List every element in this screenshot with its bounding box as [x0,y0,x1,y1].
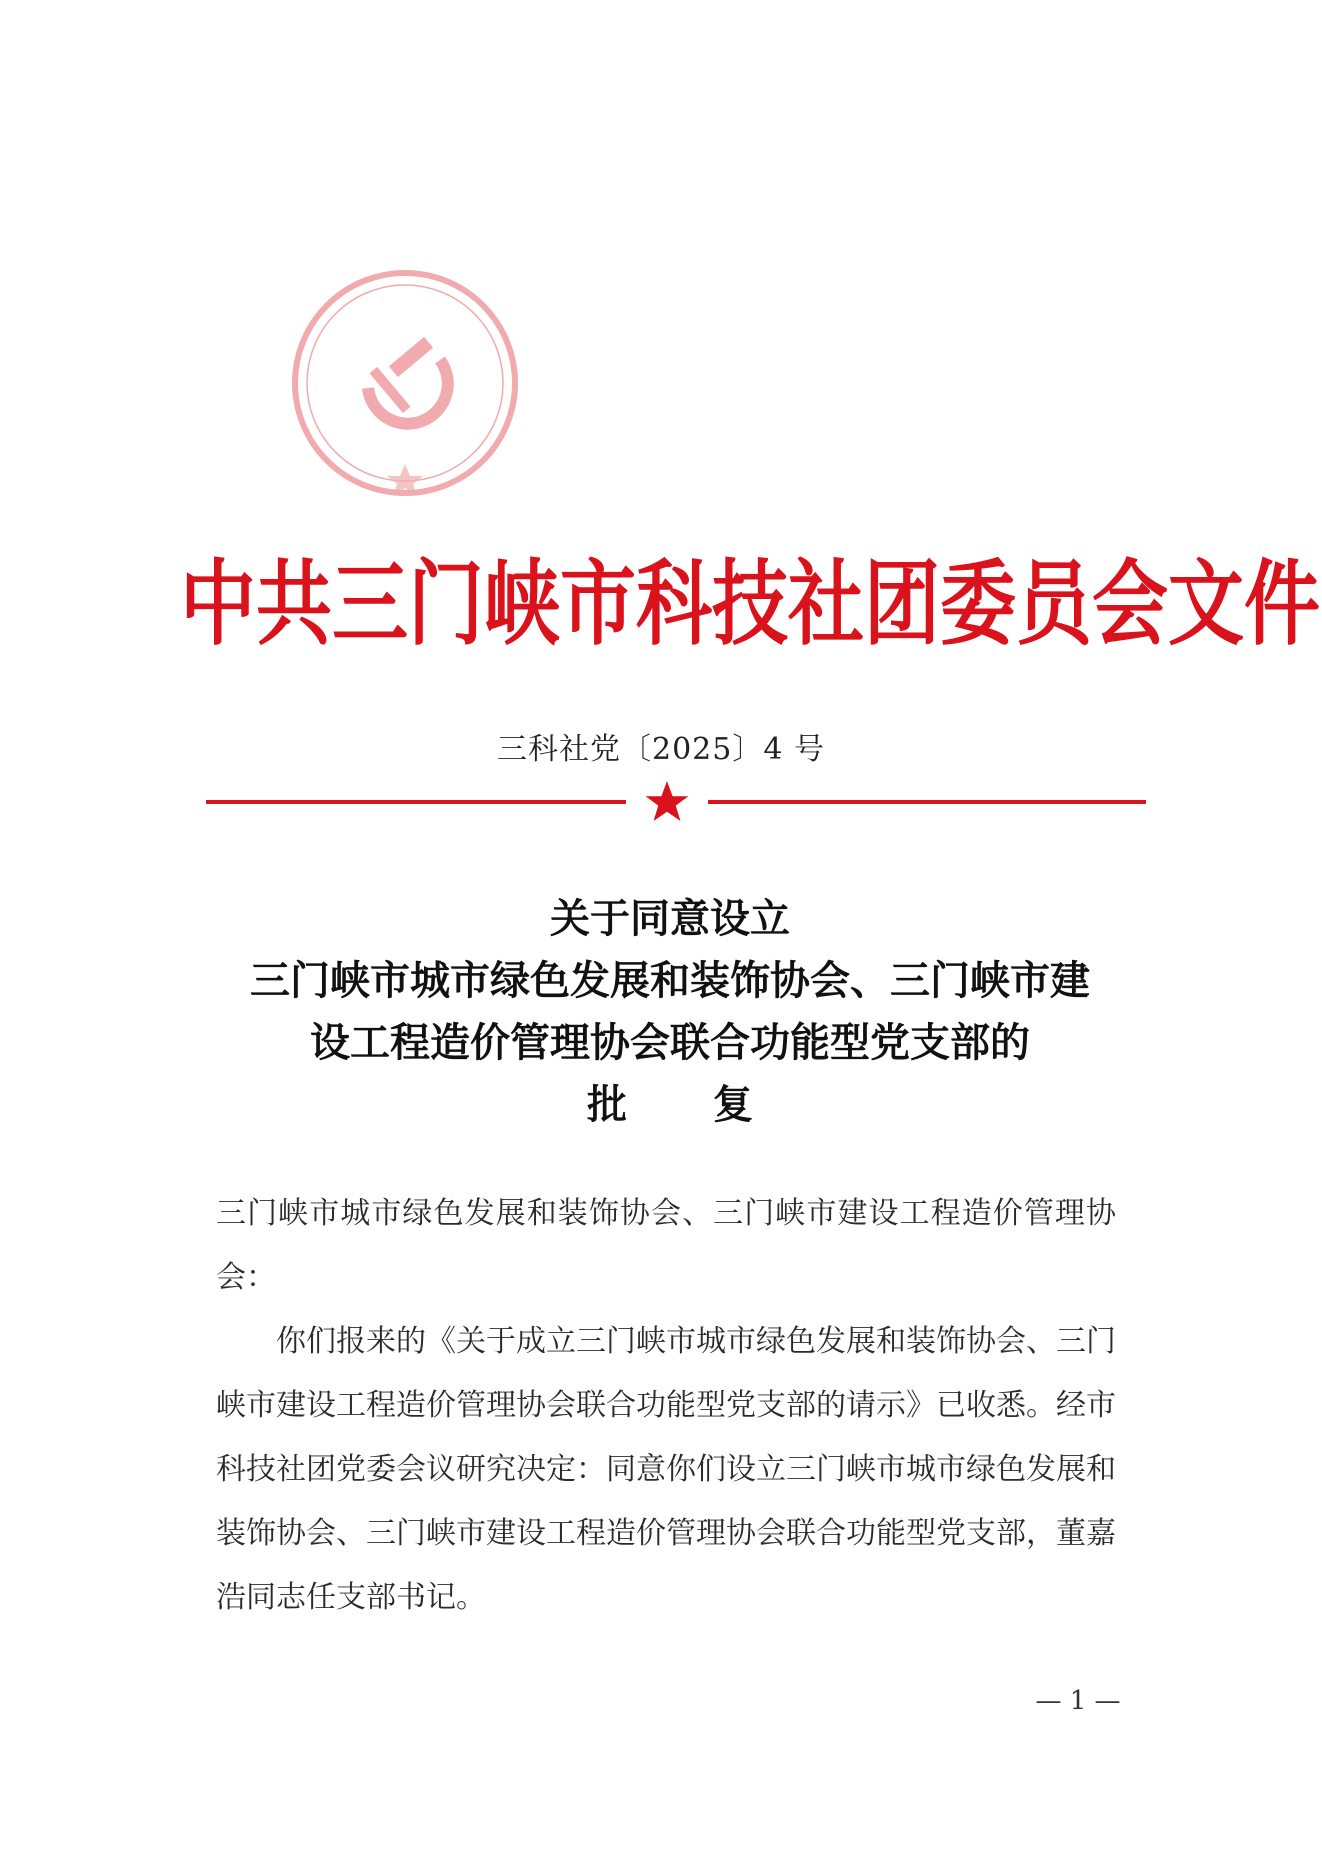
document-masthead: 中共三门峡市科技社团委员会文件 [180,549,1320,659]
party-seal-icon [290,268,520,498]
title-line-2: 三门峡市城市绿色发展和装饰协会、三门峡市建 [250,957,1090,1004]
page-number: — 1 — [1035,1686,1121,1716]
title-line-1: 关于同意设立 [550,895,790,942]
body-paragraph: 你们报来的《关于成立三门峡市城市绿色发展和装饰协会、三门峡市建设工程造价管理协会联合功能型党支部的请示》已收悉。经市科技社团党委会议研究决定：同意你们设立三门峡市城市绿色发展和装饰协会、三门峡市建设工程造价管理协会联合功能型党支部，董嘉浩同志任支部书记。 [216,1324,1116,1615]
title-line-4: 批 复 [587,1081,789,1128]
document-number: 三科社党〔2025〕4 号 [497,732,825,767]
red-divider [206,780,1146,824]
star-icon [646,781,689,821]
document-body [216,1182,1116,1630]
title-line-3: 设工程造价管理协会联合功能型党支部的 [310,1019,1030,1066]
addressee: 三门峡市城市绿色发展和装饰协会、三门峡市建设工程造价管理协会： [216,1196,1116,1295]
document-title [200,888,1140,1136]
